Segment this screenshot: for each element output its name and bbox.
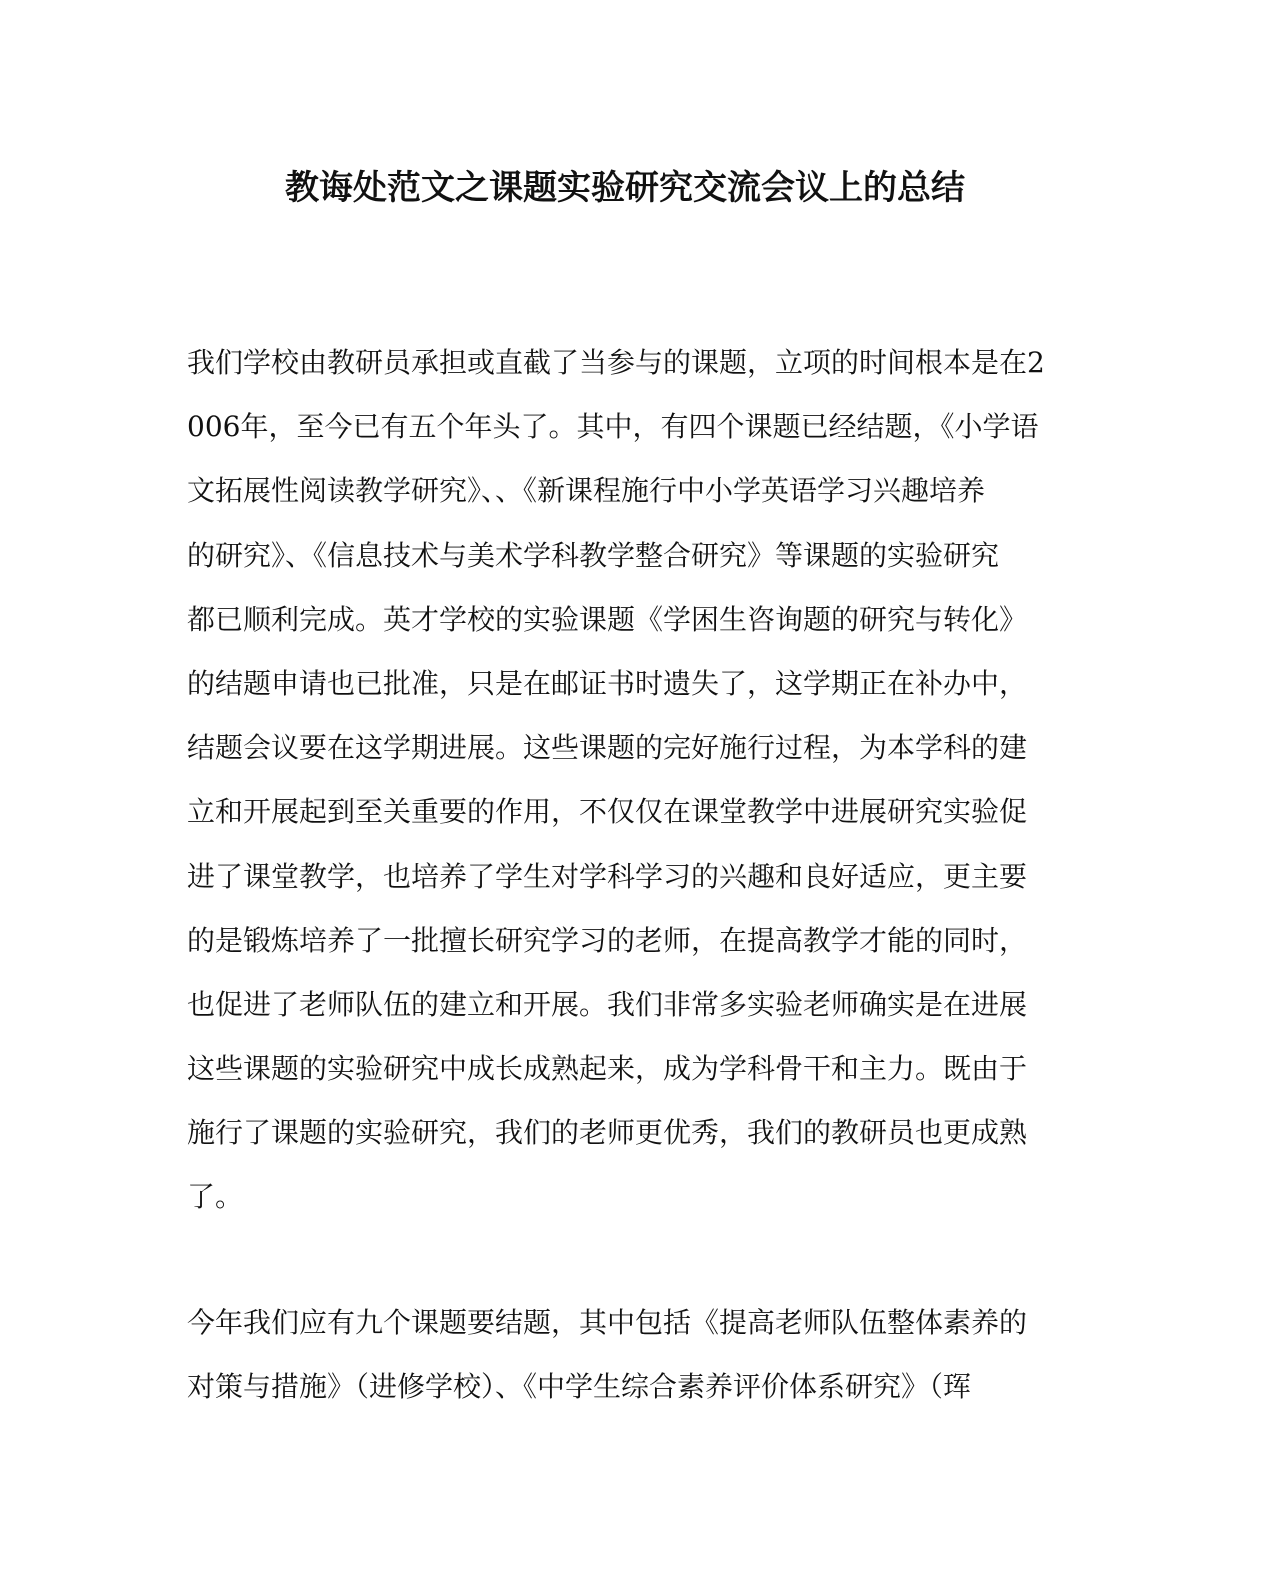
text-line: 这些课题的实验研究中成长成熟起来，成为学科骨干和主力。既由于 — [187, 1052, 1028, 1086]
text-line: 进了课堂教学，也培养了学生对学科学习的兴趣和良好适应，更主要 — [187, 859, 1028, 893]
paragraph-1 — [187, 331, 1067, 1230]
text-line: 施行了课题的实验研究，我们的老师更优秀，我们的教研员也更成熟 — [187, 1116, 1028, 1150]
text-line: 结题会议要在这学期进展。这些课题的完好施行过程，为本学科的建 — [187, 731, 1028, 765]
text-line: 文拓展性阅读教学研究》、、《新课程施行中小学英语学习兴趣培养 — [187, 474, 986, 508]
text-line: 了。 — [187, 1180, 244, 1214]
text-line: 006年，至今已有五个年头了。其中，有四个课题已经结题，《小学语 — [187, 410, 1039, 444]
text-line: 都已顺利完成。英才学校的实验课题《学困生咨询题的研究与转化》 — [187, 602, 1028, 636]
text-line: 的研究》、《信息技术与美术学科教学整合研究》等课题的实验研究 — [187, 538, 1000, 572]
text-line: 今年我们应有九个课题要结题，其中包括《提高老师队伍整体素养的 — [187, 1306, 1028, 1339]
text-line: 也促进了老师队伍的建立和开展。我们非常多实验老师确实是在进展 — [187, 987, 1028, 1021]
text-line: 立和开展起到至关重要的作用，不仅仅在课堂教学中进展研究实验促 — [187, 795, 1028, 829]
document-title: 教诲处范文之课题实验研究交流会议上的总结 — [285, 168, 965, 208]
paragraph-2 — [187, 1291, 1067, 1419]
text-line: 对策与措施》（进修学校）、《中学生综合素养评价体系研究》（珲 — [187, 1370, 972, 1404]
text-line: 的结题申请也已批准，只是在邮证书时遗失了，这学期正在补办中， — [187, 666, 1028, 700]
text-line: 的是锻炼培养了一批擅长研究学习的老师，在提高教学才能的同时， — [187, 923, 1028, 957]
text-line: 我们学校由教研员承担或直截了当参与的课题，立项的时间根本是在2 — [187, 346, 1045, 379]
